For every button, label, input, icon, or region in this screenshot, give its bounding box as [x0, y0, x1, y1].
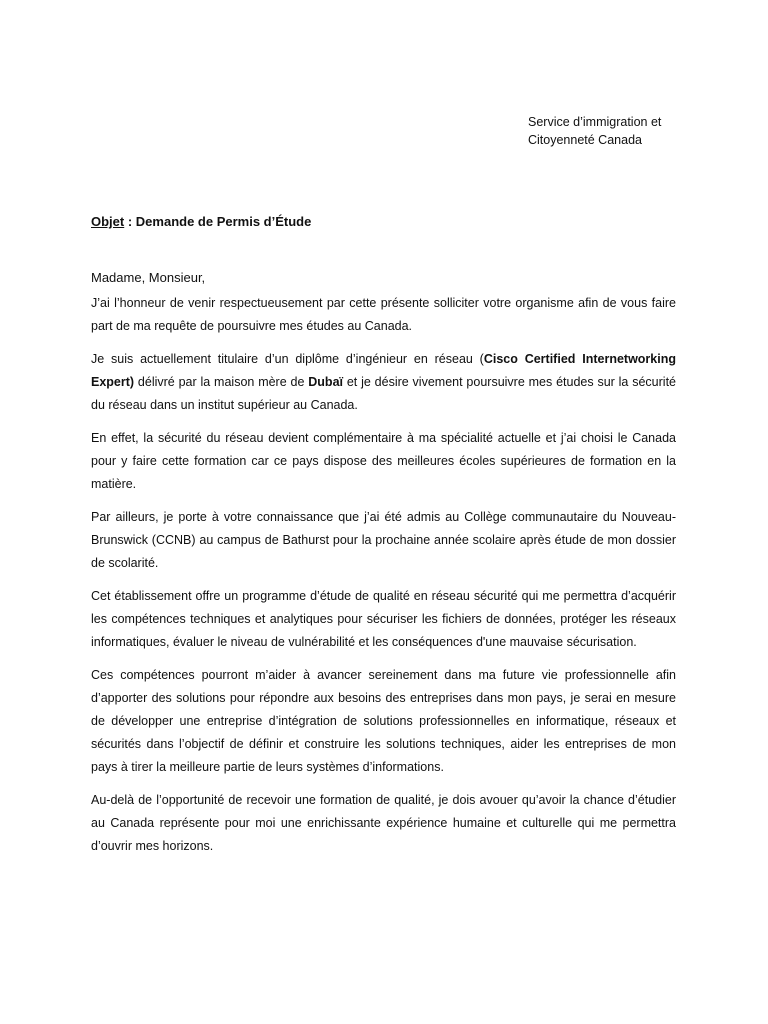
- paragraph-2-part-2: délivré par la maison mère de: [134, 375, 309, 389]
- recipient-line-1: Service d’immigration et: [528, 115, 662, 129]
- recipient-block: [528, 113, 718, 149]
- paragraph-6: Ces compétences pourront m’aider à avancer sereinement dans ma future vie professionnelle afin d’apporter des solutions pour répondre aux besoins des entreprises dans mon pays, je serai en mesure de développer une entreprise d’intégration de solutions professionnelles en informatique, réseaux et sécurités dans l’objectif de définir et construire les solutions techniques, aider les entreprises de mon pays à tirer la meilleure partie de leurs systèmes d’informations.: [91, 668, 676, 774]
- paragraph-2-part-3: et je désire vivement poursuivre mes études sur la sécurité du réseau dans un institut supérieur au Canada.: [91, 375, 676, 412]
- salutation: Madame, Monsieur,: [91, 270, 206, 285]
- paragraph-1: J’ai l’honneur de venir respectueusement par cette présente solliciter votre organisme afin de vous faire part de ma requête de poursuivre mes études au Canada.: [91, 296, 676, 333]
- paragraph-4: Par ailleurs, je porte à votre connaissance que j’ai été admis au Collège communautaire du Nouveau-Brunswick (CCNB) au campus de Bathurst pour la prochaine année scolaire après étude de mon dossier de scolarité.: [91, 510, 676, 570]
- paragraph-2: [91, 348, 676, 417]
- paragraph-5: Cet établissement offre un programme d’étude de qualité en réseau sécurité qui me permettra d’acquérir les compétences techniques et analytiques pour sécuriser les fichiers de données, protéger les réseaux informatiques, évaluer le niveau de vulnérabilité et les conséquences d'une mauvaise sécurisation.: [91, 589, 676, 649]
- subject-text: Demande de Permis d’Étude: [135, 214, 312, 229]
- subject-separator: :: [124, 214, 136, 229]
- paragraph-7: Au-delà de l’opportunité de recevoir une formation de qualité, je dois avouer qu’avoir la chance d’étudier au Canada représente pour moi une enrichissante expérience humaine et culturelle qui me permettra d’ouvrir mes horizons.: [91, 793, 676, 853]
- recipient-line-2: Citoyenneté Canada: [528, 133, 642, 147]
- paragraph-2-bold-certification: Cisco Certified Internetworking Expert): [91, 352, 676, 389]
- letter-body: [91, 292, 676, 868]
- subject-line: [91, 213, 311, 231]
- paragraph-2-bold-city: Dubaï: [308, 375, 343, 389]
- paragraph-2-part-1: Je suis actuellement titulaire d’un diplôme d’ingénieur en réseau (: [91, 352, 484, 366]
- subject-label: Objet: [91, 214, 125, 229]
- paragraph-3: En effet, la sécurité du réseau devient complémentaire à ma spécialité actuelle et j’ai choisi le Canada pour y faire cette formation car ce pays dispose des meilleures écoles supérieures de formation en la matière.: [91, 431, 676, 491]
